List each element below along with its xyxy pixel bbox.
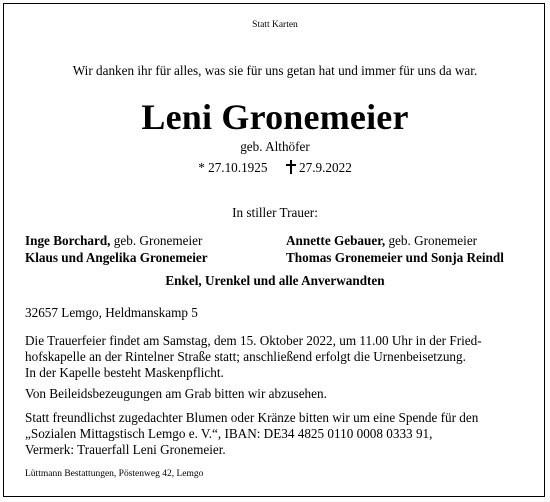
donation-line-3: Vermerk: Trauerfall Leni Gronemeier. — [25, 442, 226, 457]
address: 32657 Lemgo, Heldmanskamp 5 — [25, 305, 198, 320]
mourner-name: Klaus und Angelika Gronemeier — [25, 250, 208, 265]
donation-line-1: Statt freundlichst zugedachter Blumen oder Kränze bitten wir um eine Spende für den — [25, 410, 479, 425]
mourner-left-1 — [25, 233, 202, 249]
mourner-right-2 — [286, 250, 504, 266]
life-dates — [0, 160, 550, 176]
family-line: Enkel, Urenkel und alle Anverwandten — [165, 273, 385, 288]
mourner-name: Annette Gebauer, — [286, 233, 386, 248]
thanks-line: Wir danken ihr für alles, was sie für uns getan hat und immer für uns da war. — [72, 63, 478, 78]
mourner-name: Inge Borchard, — [25, 233, 111, 248]
birth-date: * 27.10.1925 — [198, 160, 268, 175]
mourner-detail: geb. Gronemeier — [385, 233, 478, 248]
funeral-home-footer: Lüttmann Bestattungen, Pöstenweg 42, Lemgo — [25, 469, 204, 479]
ceremony-line-1: Die Trauerfeier findet am Samstag, dem 15. Oktober 2022, um 11.00 Uhr in der Fried- — [25, 333, 482, 348]
deceased-name: Leni Gronemeier — [141, 97, 409, 137]
mourner-detail: geb. Gronemeier — [110, 233, 203, 248]
ceremony-line-3: In der Kapelle besteht Maskenpflicht. — [25, 365, 224, 380]
mourner-left-2 — [25, 250, 208, 266]
ceremony-line-2: hofskapelle an der Rintelner Straße statt; anschließend erfolgt die Urnenbeisetzung. — [25, 349, 466, 364]
mourning-intro: In stiller Trauer: — [232, 205, 318, 220]
donation-line-2: „Sozialen Mittagstisch Lemgo e. V.“, IBAN: DE34 4825 0110 0008 0333 91, — [25, 426, 433, 441]
mourner-right-1 — [286, 233, 477, 249]
death-date: 27.9.2022 — [299, 160, 352, 175]
birth-name: geb. Althöfer — [240, 139, 310, 154]
statt-karten-label: Statt Karten — [252, 20, 298, 30]
condolences-note: Von Beileidsbezeugungen am Grab bitten wir abzusehen. — [25, 386, 327, 401]
cross-icon — [286, 160, 296, 174]
mourner-name: Thomas Gronemeier und Sonja Reindl — [286, 250, 504, 265]
